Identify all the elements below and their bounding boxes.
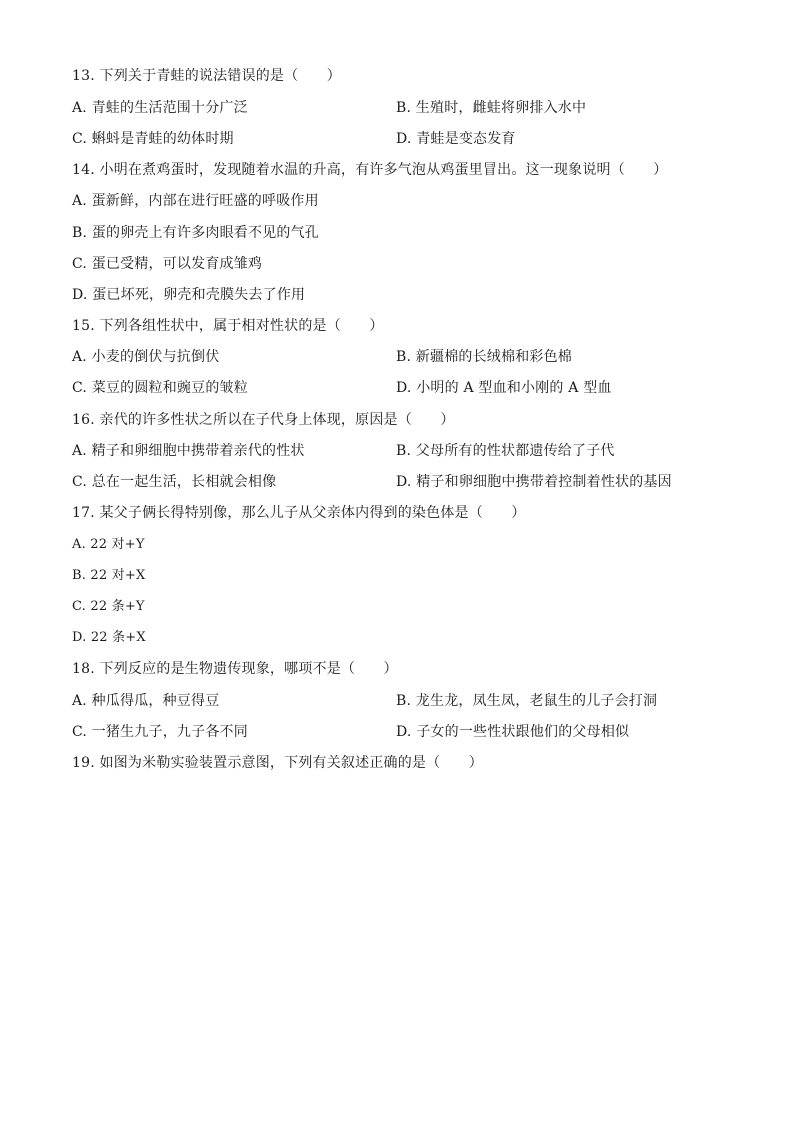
question-15-option-b: B. 新疆棉的长绒棉和彩色棉 bbox=[396, 349, 572, 365]
question-16-stem: 16. 亲代的许多性状之所以在子代身上体现，原因是（ ） bbox=[72, 412, 455, 428]
question-14-option-b: B. 蛋的卵壳上有许多肉眼看不见的气孔 bbox=[72, 225, 319, 241]
question-13-stem: 13. 下列关于青蛙的说法错误的是（ ） bbox=[72, 68, 341, 84]
question-17-option-a: A. 22 对+Y bbox=[72, 537, 145, 552]
question-16-option-b: B. 父母所有的性状都遗传给了子代 bbox=[396, 443, 615, 459]
question-17-option-d: D. 22 条+X bbox=[72, 630, 146, 645]
question-15-option-d: D. 小明的 A 型血和小刚的 A 型血 bbox=[396, 380, 612, 396]
question-17-option-b: B. 22 对+X bbox=[72, 568, 146, 583]
question-18-option-b: B. 龙生龙，凤生凤，老鼠生的儿子会打洞 bbox=[396, 693, 658, 709]
question-18-option-c: C. 一猪生九子，九子各不同 bbox=[72, 724, 248, 740]
question-15-option-a: A. 小麦的倒伏与抗倒伏 bbox=[72, 349, 220, 365]
question-17-option-c: C. 22 条+Y bbox=[72, 599, 145, 614]
question-14-stem: 14. 小明在煮鸡蛋时，发现随着水温的升高，有许多气泡从鸡蛋里冒出。这一现象说明（ ） bbox=[72, 162, 668, 178]
question-13-option-a: A. 青蛙的生活范围十分广泛 bbox=[72, 100, 248, 116]
question-14-option-d: D. 蛋已坏死，卵壳和壳膜失去了作用 bbox=[72, 287, 306, 303]
question-13-option-b: B. 生殖时，雌蛙将卵排入水中 bbox=[396, 100, 587, 116]
question-14-option-a: A. 蛋新鲜，内部在进行旺盛的呼吸作用 bbox=[72, 193, 319, 209]
question-13-option-c: C. 蝌蚪是青蛙的幼体时期 bbox=[72, 131, 234, 147]
question-16-option-c: C. 总在一起生活，长相就会相像 bbox=[72, 474, 277, 490]
question-18-stem: 18. 下列反应的是生物遗传现象，哪项不是（ ） bbox=[72, 661, 398, 677]
question-18-option-a: A. 种瓜得瓜，种豆得豆 bbox=[72, 693, 220, 709]
question-13-option-d: D. 青蛙是变态发育 bbox=[396, 131, 516, 147]
question-14-option-c: C. 蛋已受精，可以发育成雏鸡 bbox=[72, 256, 263, 272]
question-15-option-c: C. 菜豆的圆粒和豌豆的皱粒 bbox=[72, 380, 248, 396]
question-15-stem: 15. 下列各组性状中，属于相对性状的是（ ） bbox=[72, 318, 384, 334]
question-19-stem: 19. 如图为米勒实验装置示意图，下列有关叙述正确的是（ ） bbox=[72, 755, 483, 771]
question-18-option-d: D. 子女的一些性状跟他们的父母相似 bbox=[396, 724, 630, 740]
question-16-option-a: A. 精子和卵细胞中携带着亲代的性状 bbox=[72, 443, 305, 459]
question-17-stem: 17. 某父子俩长得特别像，那么儿子从父亲体内得到的染色体是（ ） bbox=[72, 505, 526, 521]
question-16-option-d: D. 精子和卵细胞中携带着控制着性状的基因 bbox=[396, 474, 672, 490]
